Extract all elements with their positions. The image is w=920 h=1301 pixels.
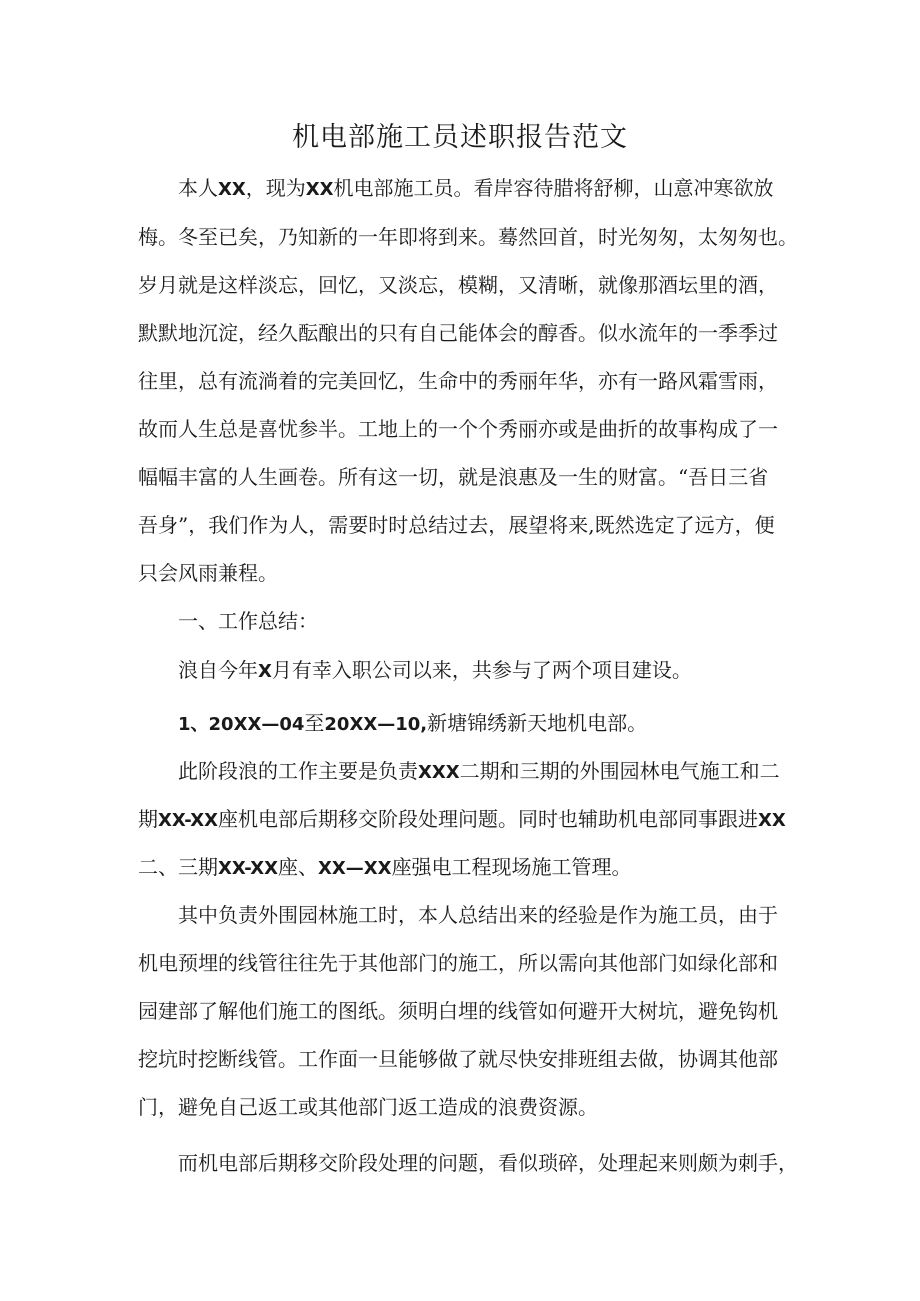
text-run: 浪自今年 (178, 658, 258, 682)
paragraph-line: 门，避免自己返工或其他部门返工造成的浪费资源。 (138, 1095, 598, 1119)
paragraph-line: 往里，总有流淌着的完美回忆，生命中的秀丽年华，亦有一路风霜雪雨， (138, 369, 778, 393)
text-run: 新塘锦绣新天地机电部。 (427, 711, 648, 735)
placeholder-text: XX—XX (318, 858, 392, 879)
text-run: 期 (138, 807, 158, 831)
paragraph-line: 吾身”，我们作为人，需要时时总结过去，展望将来,既然选定了远方，便 (138, 513, 775, 537)
paragraph-line (138, 804, 798, 836)
date-range-start: 1、20XX—04 (178, 714, 305, 735)
placeholder-text: XX-XX (218, 858, 279, 879)
text-run: 座强电工程现场施工管理。 (391, 855, 632, 879)
paragraph-line: 园建部了解他们施工的图纸。须明白埋的线管如何避开大树坑，避免钩机 (138, 999, 778, 1023)
date-range-end: 20XX—10, (324, 714, 428, 735)
paragraph-line (178, 655, 798, 687)
text-run: 二期和三期的外围园林电气施工和二 (459, 759, 780, 783)
paragraph-line: 岁月就是这样淡忘，回忆，又淡忘，模糊，又清晰，就像那酒坛里的酒， (138, 273, 778, 297)
paragraph-line: 而机电部后期移交阶段处理的问题，看似琐碎，处理起来则颇为刺手， (178, 1151, 798, 1175)
placeholder-text: XX (758, 810, 786, 831)
text-run: 月有幸入职公司以来，共参与了两个项目建设。 (271, 658, 692, 682)
text-run: 座、 (278, 855, 319, 879)
text-run: 此阶段浪的工作主要是负责 (178, 759, 418, 783)
paragraph-line: 幅幅丰富的人生画卷。所有这一切，就是浪惠及一生的财富。“吾日三省 (138, 465, 769, 489)
text-run: 本人 (178, 176, 218, 200)
paragraph-line (138, 852, 798, 884)
text-run: 二、三期 (138, 855, 218, 879)
section-heading: 一、工作总结： (178, 609, 318, 633)
text-run: 座机电部后期移交阶段处理问题。同时也辅助机电部同事跟进 (218, 807, 759, 831)
paragraph-line: 故而人生总是喜忧参半。工地上的一个个秀丽亦或是曲折的故事构成了一 (138, 417, 778, 441)
document-title: 机电部施工员述职报告范文 (292, 122, 628, 153)
text-run: ，现为 (245, 176, 306, 200)
paragraph-line: 只会风雨兼程。 (138, 561, 278, 585)
paragraph-line: 梅。冬至已矣，乃知新的一年即将到来。蓦然回首，时光匆匆，太匆匆也。 (138, 225, 798, 249)
placeholder-text: XX (305, 179, 334, 200)
text-run: 机电部施工员。看岸容待腊将舒柳，山意冲寒欲放 (333, 176, 774, 200)
paragraph-line: 其中负责外围园林施工时，本人总结出来的经验是作为施工员，由于 (178, 903, 778, 927)
text-run: 至 (304, 711, 325, 735)
project-heading (178, 708, 798, 740)
paragraph-line: 默默地沉淀，经久酝酿出的只有自己能体会的醇香。似水流年的一季季过 (138, 321, 778, 345)
paragraph-line: 机电预埋的线管往往先于其他部门的施工，所以需向其他部门如绿化部和 (138, 951, 778, 975)
placeholder-text: XX-XX (158, 810, 219, 831)
paragraph-line (178, 756, 798, 788)
paragraph-line: 挖坑时挖断线管。工作面一旦能够做了就尽快安排班组去做，协调其他部 (138, 1047, 778, 1071)
paragraph-line (178, 173, 798, 205)
placeholder-text: XXX (418, 762, 460, 783)
placeholder-text: X (258, 661, 272, 682)
placeholder-text: XX (218, 179, 246, 200)
